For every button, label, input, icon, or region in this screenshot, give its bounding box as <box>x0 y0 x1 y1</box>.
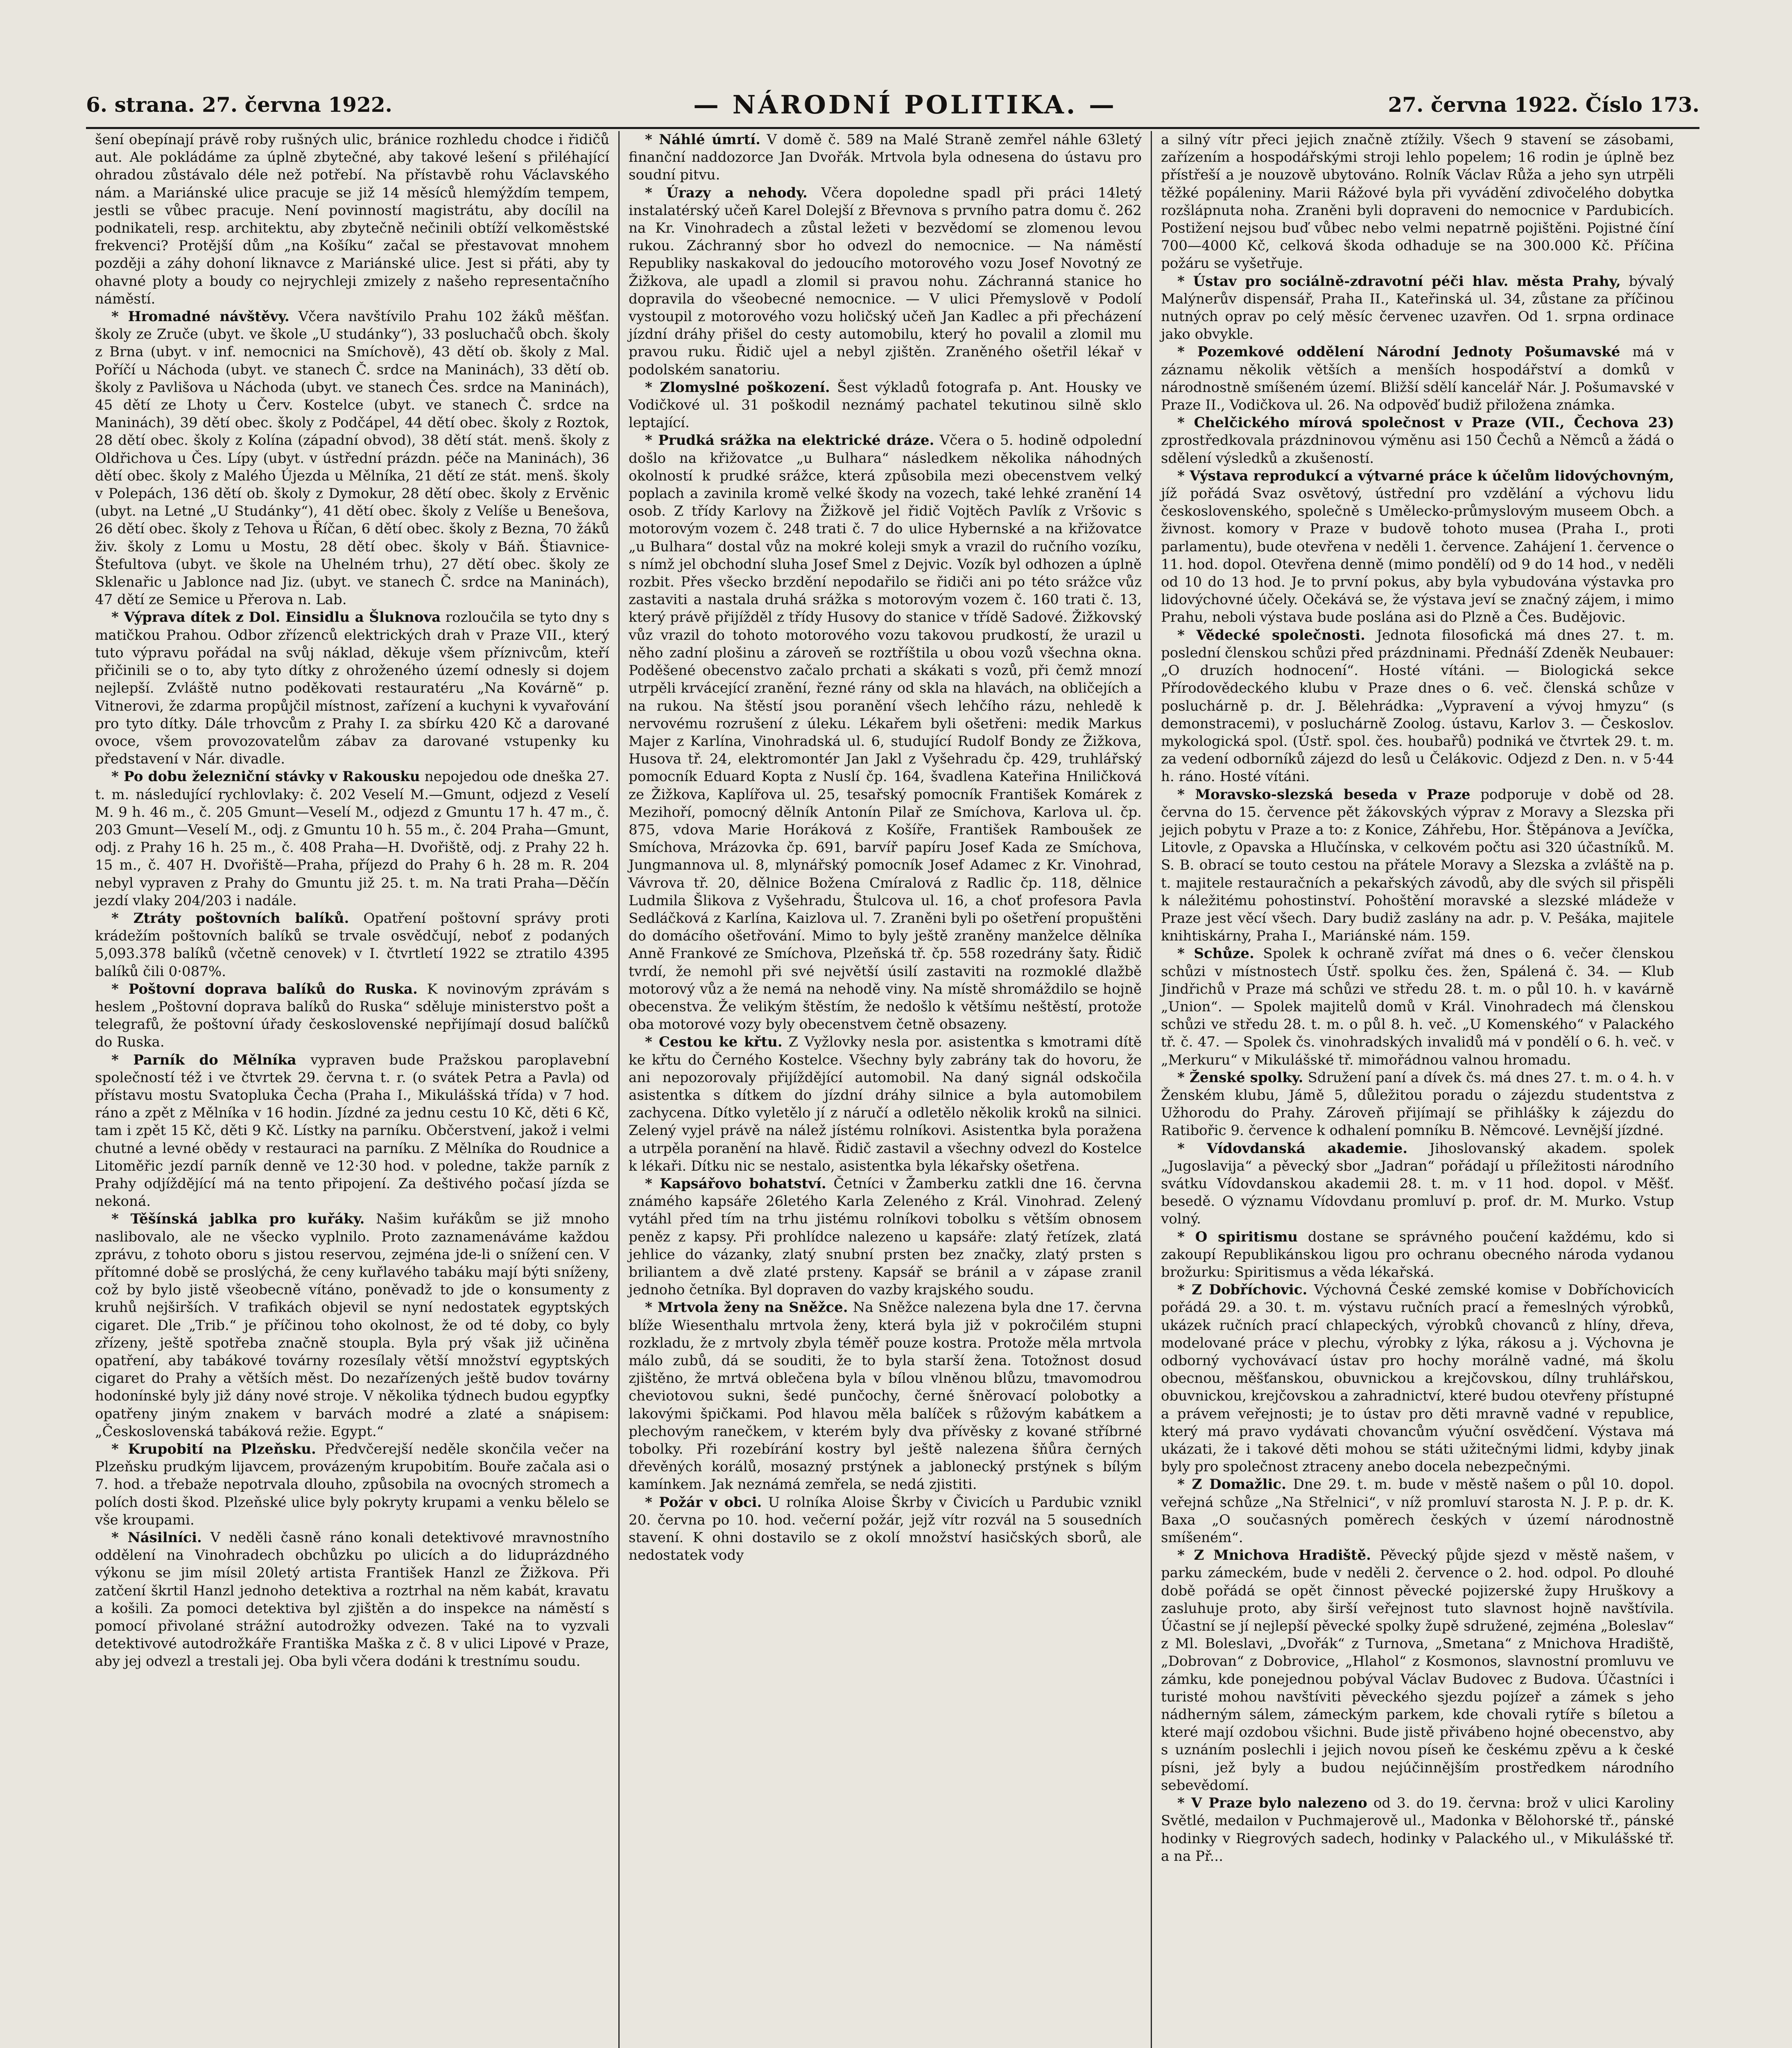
article-heading: * Moravsko-slezská beseda v Praze <box>1177 786 1471 803</box>
article-paragraph <box>1161 786 1674 945</box>
article-heading: * Vídovdanská akademie. <box>1177 1140 1408 1157</box>
article-text: Našim kuřákům se již mnoho naslibovalo, ale ne všecko vyplnilo. Proto zaznamenáváme každou zprávu, z tohoto oboru s jistou reservou, zejména jde-li o snížení cen. V přítomné době se proslýchá, že ceny kuřlavého tabáku mají býti sníženy, což by bylo jistě všeobecně vítáno, poněvadž to jde o konsumenty z kruhů nejširších. V trafikách objevil se nyní nedostatek egyptských cigaret. Dle „Trib.“ je příčinou toho okolnost, že od té doby, co byly zřízeny, ještě spotřeba značně stoupla. Byla prý však již učiněna opatření, aby tabákové továrny rozesílaly větší množství egyptských cigaret do Prahy a větších měst. Do nezařízených ještě budov továrny hodonínské byly již dány nové stroje. V několika týdnech budou egypťky opatřeny jiným znakem v barvách modré a zlaté a snápisem: „Československá tabáková režie. Egypt.“ <box>95 1211 610 1440</box>
article-heading: * Výstava reprodukcí a výtvarné práce k účelům lidovýchovným, <box>1177 467 1674 484</box>
article-text: jíž pořádá Svaz osvětový, ústřední pro vzdělání a výchovu lidu československého, společně s Umělecko-průmyslovým museem Obch. a živnost. komory v Praze v budově tohoto musea (Praha I., proti parlamentu), bude otevřena v neděli 1. července. Zahájení 1. července o 11. hod. dopol. Otevřena denně (mimo pondělí) od 9 do 14 hod., v neděli od 10 do 13 hod. Je to první pokus, aby byla vybudována výstavka pro lidovýchovné účely. Očekává se, že výstava jeví se značný zájem, i mimo Prahu, neboli výstava bude poslána asi do Plzně a Čes. Budějovic. <box>1161 485 1674 626</box>
article-heading: * V Praze bylo nalezeno <box>1177 1795 1367 1812</box>
article-text: Včera dopoledne spadl při práci 14letý instalatérský učeň Karel Dolejší z Břevnova s prvního patra domu č. 262 na Kr. Vinohradech a zůstal ležeti v bezvědomí se zlomenou levou rukou. Záchranný sbor ho odvezl do nemocnice. — Na náměstí Republiky naskakoval do jedoucího motorového vozu Josef Novotný ze Žižkova, ale upadl a zlomil si pravou nohu. Záchranná stanice ho dopravila do všeobecné nemocnice. — V ulici Přemyslově v Podolí vystoupil z motorového vozu holičský učeň Jan Kadlec a při přecházení jízdní dráhy přišel do cesty automobilu, který ho povalil a zlomil mu pravou ruku. Řidič ujel a nebyl zjištěn. Zraněného ošetřil lékař v podolském sanatoriu. <box>629 184 1142 378</box>
article-paragraph <box>629 1033 1142 1175</box>
article-paragraph <box>1161 1140 1674 1228</box>
article-text: Spolek k ochraně zvířat má dnes o 6. večer členskou schůzi v místnostech Ústř. spolku čes. žen, Spálená č. 34. — Klub Jindřichů v Praze má schůzi ve středu 28. t. m. o půl 10. h. v kavárně „Union“. — Spolek majitelů domů v Král. Vinohradech má členskou schůzi ve středu 28. t. m. o půl 8. h. več. „U Komenského“ v Palackého tř. č. 47. — Spolek čs. vinohradských invalidů má v pondělí o 6. h. več. v „Merkuru“ v Mikulášské tř. mimořádnou valnou hromadu. <box>1161 945 1674 1068</box>
article-heading: * Ztráty poštovních balíků. <box>111 910 349 927</box>
article-heading: * Po dobu železniční stávky v Rakousku <box>111 768 420 785</box>
article-paragraph <box>1161 1476 1674 1547</box>
article-text: Opatření poštovní správy proti krádežím poštovních balíků se trvale osvědčují, neboť z podaných 5,093.378 balíků (včetně cenovek) v I. čtvrtletí 1922 se ztratilo 4395 balíků čili 0·087%. <box>95 910 609 980</box>
article-paragraph <box>1161 1069 1674 1140</box>
article-paragraph <box>95 768 609 910</box>
article-heading: * Mrtvola ženy na Sněžce. <box>645 1299 848 1316</box>
article-heading: * Krupobití na Plzeňsku. <box>111 1441 316 1458</box>
header-right: 27. června 1922. Číslo 173. <box>1388 92 1699 117</box>
article-heading: * Kapsářovo bohatství. <box>645 1175 826 1192</box>
article-heading: * Cestou ke křtu. <box>645 1034 783 1051</box>
article-paragraph <box>1161 273 1674 344</box>
column-1 <box>86 131 618 2048</box>
article-paragraph <box>629 432 1142 1033</box>
article-text: dostane se správného poučení každému, kdo si zakoupí Republikánskou ligou pro ochranu obecného národa vydanou brožurku: Spiritismus a věda lékařská. <box>1161 1228 1674 1280</box>
article-paragraph <box>1161 467 1674 627</box>
article-paragraph <box>95 131 609 308</box>
article-paragraph <box>629 1175 1142 1299</box>
article-text: zprostředkovala prázdninovou výměnu asi 150 Čechů a Němců a žádá o sdělení výsledků a zkušeností. <box>1161 432 1674 467</box>
article-paragraph <box>95 1051 609 1211</box>
article-text: K novinovým zprávám s heslem „Poštovní doprava balíků do Ruska“ sděluje ministerstvo pošt a telegrafů, že poštovní úřady československé nepřijímají dosud balíčků do Ruska. <box>95 981 609 1051</box>
article-heading: * Požár v obci. <box>645 1494 762 1511</box>
article-heading: * O spiritismu <box>1177 1228 1298 1245</box>
article-text: U rolníka Aloise Škrby v Čivicích u Pardubic vznikl 20. června po 10. hod. večerní požár, jejž vítr rozvál na 5 sousedních stavení. K ohni dostavilo se z okolí množství hasičských sborů, ale nedostatek vody <box>629 1494 1142 1564</box>
article-heading: * Náhlé úmrtí. <box>645 131 761 148</box>
article-heading: * Poštovní doprava balíků do Ruska. <box>111 981 418 997</box>
article-paragraph <box>1161 945 1674 1069</box>
article-paragraph <box>95 1210 609 1441</box>
article-paragraph <box>629 184 1142 379</box>
article-text: Sdružení paní a dívek čs. má dnes 27. t. m. o 4. h. v Ženském klubu, Jámě 5, důležitou poradu o zájezdu studentstva z Užhorodu do Prahy. Zároveň přijímají se přihlášky k zájezdu do Ratibořic 9. července k odhalení pomníku B. Němcové. Levnější jízdné. <box>1161 1069 1674 1139</box>
header-left: 6. strana. 27. června 1922. <box>86 92 392 117</box>
article-text: Včera o 5. hodině odpolední došlo na křižovatce „u Bulhara“ následkem několika náhodných okolností k prudké srážce, která způsobila mezi obecenstvem velký poplach a zavinila kromě velké škody na vozech, také lehké zranění 14 osob. Z třídy Karlovy na Žižkově jel řidič Vojtěch Pavlík z Vršovic s motorovým vozem č. 248 trati č. 7 do ulice Hybernské a na křižovatce „u Bulhara“ dostal vůz na mokré koleji smyk a vrazil do ručního vozíku, s nímž jel obchodní sluha Josef Smel z Dejvic. Vozík byl odhozen a úplně rozbit. Přes všecko brzdění nepodařilo se řidiči ani po této srážce vůz zastaviti a nastala druhá srážka s motorovým vozem č. 160 trati č. 13, který právě přijížděl z třídy Husovy do stanice v třídě Sadové. Žižkovský vůz vrazil do tohoto motorového vozu takovou prudkostí, že urazil u něho zadní plošinu a zároveň se roztříštila u obou vozů všechna okna. Poděšené obecenstvo začalo prchati a skákati s vozů, při čemž mnozí utrpěli krvácející zranění, řezné rány od skla na hlavách, na obličejích a na rukou. Na štěstí jsou poranění všech lehčího rázu, nehledě k nervovému rozrušení z úleku. Lékařem byli ošetřeni: medik Markus Majer z Karlína, Vinohradská ul. 6, studující Rudolf Bondy ze Žižkova, Husova tř. 24, elektromontér Jan Jakl z Vyšehradu čp. 429, truhlářský pomocník Eduard Kopta z Nuslí čp. 164, švadlena Kateřina Hniličková ze Žižkova, Kaplířova ul. 25, tesařský pomocník František Komárek z Mezihoří, pomocný dělník Antonín Pilař ze Smíchova, Karlova ul. čp. 875, vdova Marie Horáková z Košíře, František Ramboušek ze Smíchova, Mrázovka čp. 691, barvíř papíru Josef Kada ze Smíchova, Jungmannova ul. 8, mlynářský pomocník Josef Adamec z Kr. Vinohrad, Vávrova tř. 20, dělnice Božena Cmíralová z Radlic čp. 118, dělnice Ludmila Šlikova z Vyšehradu, Štulcova ul. 16, a choť profesora Pavla Sedláčková z Karlína, Kaizlova ul. 7. Zraněni byli po ošetření propuštěni do domácího ošetřování. Mimo to byly ještě zraněny manželce dělníka Anně Frankové ze Smíchova, Plzeňská tř. čp. 558 rozedrány šaty. Řidič tvrdí, že nemohl při své největší úsilí zastaviti na rozmoklé dlažbě motorový vůz a že nemá na nehodě viny. Na místě shromáždilo se hojně obecenstva. Že velikým štěstím, že nedošlo k většímu neštěstí, protože oba motorové vozy byly obecenstvem četně obsazeny. <box>629 432 1142 1033</box>
article-paragraph <box>1161 627 1674 786</box>
article-text: a silný vítr přeci jejich značně ztížily. Všech 9 stavení se zásobami, zařízením a hospodářskými stroji lehlo popelem; 16 rodin je úplně bez přístřeší a je nouzově ubytováno. Rolník Václav Růža a jeho syn utrpěli těžké popáleniny. Marii Rážové byla při vyvádění zdivočelého dobytka rozšlápnuta noha. Zraněni byli dopraveni do nemocnice v Pardubicích. Postižení nejsou buď vůbec nebo velmi nepatrně pojištěni. Pojistné číní 700—4000 Kč, celková škoda odhaduje se na 300.000 Kč. Příčina požáru se vyšetřuje. <box>1161 131 1674 272</box>
article-text: V domě č. 589 na Malé Straně zemřel náhle 63letý finanční naddozorce Jan Dvořák. Mrtvola byla odnesena do ústavu pro soudní pitvu. <box>629 131 1142 184</box>
article-text: bývalý Malýnerův dispensář, Praha II., Kateřinská ul. 34, zůstane za příčinou nutných oprav po celý měsíc červenec uzavřen. Od 1. srpna ordinace jako obvykle. <box>1161 273 1674 343</box>
article-paragraph <box>1161 1228 1674 1282</box>
article-text: rozloučila se tyto dny s matičkou Prahou. Odbor zřízenců elektrických drah v Praze VII., který tuto výpravu pořádal na svůj náklad, děkuje všem příznivcům, kteří přičinili se o to, aby tyto dítky z ohroženého území odnesly si dojem nejlepší. Zvláště nutno poděkovati restauratéru „Na Kovárně“ p. Vitnerovi, že zdarma propůjčil místnost, zařízení a kuchyni k vyvařování pro tyto dítky. Dále trhovcům z Prahy I. za sbírku 420 Kč a darované ovoce, všem provozovatelům zábav za darované vstupenky ku představení v Nár. divadle. <box>95 609 610 768</box>
article-heading: * Vědecké společnosti. <box>1177 627 1365 643</box>
article-heading: * Výprava dítek z Dol. Einsidlu a Šluknova <box>111 609 441 626</box>
article-heading: * Parník do Mělníka <box>111 1051 296 1068</box>
article-text: šení obepínají právě roby rušných ulic, bránice rozhledu chodce i řidičů aut. Ale pokládáme za úplně zbytečné, aby takové lešení s přiléhající ohradou zůstávalo déle než potřebí. Na přístavbě rohu Václavského nám. a Mariánské ulice pracuje se již 14 měsíců hlemýždím tempem, jestli se vůbec pracuje. Není povinností magistrátu, aby docílil na podnikateli, resp. architektu, aby zbytečně nečinili obtíží velkoměstské frekvenci? Protější dům „na Košíku“ začal se přestavovat mnohem později a záhy dohoní liknavce z Mariánské ulice. Jest si přáti, aby ty ohavné ploty a boudy co nejrychleji zmizely z našeho representačního náměstí. <box>95 131 609 307</box>
article-heading: * Hromadné návštěvy. <box>111 308 290 325</box>
article-heading: * Zlomyslné poškození. <box>645 379 830 396</box>
article-paragraph <box>95 609 609 768</box>
article-paragraph <box>629 1494 1142 1565</box>
article-text: vypraven bude Pražskou paroplavební společností též i ve čtvrtek 29. června t. r. (o svátek Petra a Pavla) od přístavu mostu Svatopluka Čecha (Praha I., Mikulášská třída) v 7 hod. ráno a zpět z Mělníka v 16 hodin. Jízdné za jednu cestu 10 Kč, děti 6 Kč, tam i zpět 15 Kč, děti 9 Kč. Lístky na parníku. Občerstvení, jakož i velmi chutné a levné obědy v restauraci na parníku. Z Mělníka do Roudnice a Litoměřic jezdí parník denně ve 12·30 hod. v poledne, takže parník z Prahy odjíždějící má na tento připojení. Za deštivého počasí jízda se nekoná. <box>95 1051 609 1210</box>
article-heading: * Úrazy a nehody. <box>645 184 808 201</box>
article-text: má v záznamu několik větších a menších hospodářství a domků v národnostně smíšeném území. Bližší sdělí kancelář Nár. J. Pošumavské v Praze II., Vodičkova ul. 26. Na odpověď budiž přiložena známka. <box>1161 344 1674 414</box>
article-heading: * Prudká srážka na elektrické dráze. <box>645 432 934 449</box>
article-text: Jihoslovanský akadem. spolek „Jugoslavija“ a pěvecký sbor „Jadran“ pořádají u příležitosti národního svátku Vídovdanskou akademii 28. t. m. v 11 hod. dopol. v Měšť. besedě. O významu Vídovdanu promluví p. prof. dr. M. Murko. Vstup volný. <box>1161 1140 1674 1228</box>
page-header <box>86 82 1699 129</box>
article-paragraph <box>1161 1547 1674 1794</box>
column-2 <box>618 131 1151 2048</box>
article-text: Výchovná České zemské komise v Dobříchovicích pořádá 29. a 30. t. m. výstavu ručních prací a řemeslných výrobků, ukázek ručních prací chlapeckých, výrobků chovanců z hlíny, dřeva, modelované práce v plechu, výrobky z lýka, rákosu a j. Výchovna je odborný vychovávací ústav pro hochy morálně vadné, má školu obecnou, měšťanskou, obuvnickou a krejčovskou, dílny truhlářskou, obuvnickou, krejčovskou a zahradnictví, které budou otevřeny přístupné a právem veřejnosti; je to ústav pro děti mravně vadné v republice, který má pravo vydávati chovancům výuční osvědčení. Výstava má ukázati, že i takové děti mohou se státi užitečnými lidmi, kdyby jinak byly pro společnost ztraceny anebo docela nebezpečnými. <box>1161 1282 1674 1475</box>
article-heading: * Z Domažlic. <box>1177 1476 1286 1493</box>
masthead-title: — NÁRODNÍ POLITIKA. — <box>693 89 1117 120</box>
article-text: Četníci v Žamberku zatkli dne 16. června známého kapsáře 26letého Karla Zeleného z Král. Vinohrad. Zelený vytáhl před tím na trhu jistému rolníkovi tobolku s větším obnosem peněz z kapsy. Při prohlídce nalezeno u kapsáře: zlatý řetízek, zlatá jehlice do vázanky, zlatý snubní prsten bez značky, zlatý prsten s briliantem a dvě zlaté prsteny. Kapsář se bránil a v zápase zranil jednoho četníka. Byl dopraven do vazby krajského soudu. <box>629 1175 1142 1298</box>
article-text: Pěvecký půjde sjezd v městě našem, v parku zámeckém, bude v neděli 2. července o 2. hod. odpol. Po dlouhé době pořádá se opět činnost pěvecké pojizerské župy Hruškovy a zasluhuje proto, aby širší veřejnost tuto slavnost hojně navštívila. Účastní se jí nejlepší pěvecké spolky župě sdružené, zejména „Boleslav“ z Ml. Boleslavi, „Dvořák“ z Turnova, „Smetana“ z Mnichova Hradiště, „Dobrovan“ z Dobrovice, „Hlahol“ z Kosmonos, slavnostní promluvu ve zámku, kde ponejednou pobýval Václav Budovec z Budova. Účastníci i turisté mohou navštíviti pěveckého sjezdu pojízeř a zámek s jeho nádherným sálem, zámeckým parkem, kde chovali rytíře s bíletou a které mají ozdobou všichni. Bude jistě přivábeno hojné obecenstvo, aby s uznáním poslechli i jejich novou píseň ke českému zpěvu a k české písni, jež byly a budou nejúčinnějším prostředkem národního sebevědomí. <box>1161 1547 1674 1794</box>
article-paragraph <box>1161 1281 1674 1476</box>
article-text: Jednota filosofická má dnes 27. t. m. poslední členskou schůzi před prázdninami. Přednáší Zdeněk Neubauer: „O druzích hodnocení“. Hosté vítáni. — Biologická sekce Přírodovědeckého klubu v Praze dnes o 6. več. členská schůze v posluchárně p. dr. J. Bělehrádka: „Vypravení a vývoj hmyzu“ (s demonstracemi), v posluchárně Zoolog. ústavu, Karlov 3. — Českoslov. mykologická spol. (Ústř. spol. čes. houbařů) podniká ve čtvrtek 29. t. m. za vedení odborníků zájezd do lesů u Čelákovic. Odjezd z Den. n. v 5·44 h. ráno. Hosté vítáni. <box>1161 627 1674 785</box>
article-heading: * Chelčického mírová společnost v Praze (VII., Čechova 23) <box>1177 415 1674 431</box>
article-paragraph <box>1161 1794 1674 1865</box>
article-text: nepojedou ode dneška 27. t. m. následující rychlovlaky: č. 202 Veselí M.—Gmunt, odjezd z Veselí M. 9 h. 46 m., č. 205 Gmunt—Veselí M., odjezd z Gmuntu 17 h. 47 m., č. 203 Gmunt—Veselí M., odj. z Gmuntu 10 h. 55 m., č. 204 Praha—Gmunt, odj. z Prahy 16 h. 25 m., č. 408 Praha—H. Dvořiště, odj. z Prahy 22 h. 15 m., č. 407 H. Dvořiště—Praha, příjezd do Prahy 6 h. 28 m. R. 204 nebyl vypraven z Prahy do Gmuntu již 25. t. m. Na trati Praha—Děčín jezdí vlaky 204/203 i nadále. <box>95 768 609 909</box>
article-paragraph <box>1161 131 1674 273</box>
article-paragraph <box>95 981 609 1051</box>
article-paragraph <box>95 308 609 609</box>
article-paragraph <box>629 379 1142 432</box>
article-heading: * Z Dobříchovic. <box>1177 1282 1308 1298</box>
column-3 <box>1151 131 1683 2048</box>
article-text: od 3. do 19. června: brož v ulici Karoliny Světlé, medailon v Puchmajerově ul., Madonka v Bělohorské tř., pánské hodinky v Riegrových sadech, hodinky v Palackého ul., v Mikulášské tř. a na Př... <box>1161 1795 1674 1864</box>
article-heading: * Pozemkové oddělení Národní Jednoty Pošumavské <box>1177 344 1620 360</box>
columns <box>86 131 1699 2048</box>
article-paragraph <box>629 131 1142 184</box>
article-paragraph <box>629 1299 1142 1493</box>
article-text: Šest výkladů fotografa p. Ant. Housky ve Vodičkové ul. 31 poškodil neznámý pachatel tekutinou silně sklo leptající. <box>629 379 1142 431</box>
article-text: Na Sněžce nalezena byla dne 17. června blíže Wiesenthalu mrtvola ženy, která byla již v pokročilém stupni rozkladu, že z mrtvoly zbyla téměř pouze kostra. Protože měla mrtvola málo zubů, dá se souditi, že to byla starší žena. Totožnost dosud zjištěno, že mrtvá oblečena byla v bílou vlněnou blůzu, tmavomodrou cheviotovou sukni, šedé punčochy, černé šněrovací polobotky a lakovými špičkami. Pod hlavou měla balíček s růžovým kabátkem a plechovým ranečkem, v kterém byly dva přívěsky z kované stříbrné tobolky. Při rozebírání kostry byl ještě nalezena šňůra černých dřevěných korálů, mosazný prstýnek a jablonecký prstýnek s bílým kamínkem. Jak neznámá zemřela, se nedá zjistiti. <box>629 1299 1142 1493</box>
article-heading: * Schůze. <box>1177 945 1254 962</box>
article-text: Dne 29. t. m. bude v městě našem o půl 10. dopol. veřejná schůze „Na Střelnici“, v níž promluví starosta N. J. P. p. dr. K. Baxa „O současných poměrech českých v území národnostně smíšeném“. <box>1161 1476 1674 1546</box>
article-heading: * Ústav pro sociálně-zdravotní péči hlav. města Prahy, <box>1177 273 1621 290</box>
article-paragraph <box>95 1441 609 1529</box>
article-text: Včera navštívilo Prahu 102 žáků měšťan. školy ze Zruče (ubyt. ve škole „U studánky“), 33 posluchačů obch. školy z Brna (ubyt. v inf. nemocnici na Smíchově), 43 dětí ob. školy z Mal. Poříčí u Náchoda (ubyt. ve stanech Č. srdce na Maninách), 33 dětí ob. školy z Pavlišova u Náchoda (ubyt. ve stanech Čes. srdce na Maninách), 45 dětí ze Lhoty u Červ. Kostelce (ubyt. ve stanech Č. srdce na Maninách), 39 dětí obec. školy z Podčápel, 44 dětí obec. školy z Roztok, 28 dětí obec. školy z Kolína (západní obvod), 38 dětí stát. menš. školy z Oldřichova u Čes. Lípy (ubyt. v ústřední prázdn. péče na Maninách), 36 dětí obec. školy z Malého Újezda u Mělníka, 21 dětí ze stát. menš. školy v Polepách, 136 dětí ob. školy z Dymokur, 28 dětí obec. školy z Ervěnic (ubyt. na Letné „U Studánky“), 41 dětí obec. školy z Velíše u Benešova, 26 dětí obec. školy z Tehova u Říčan, 6 dětí obec. školy z Bezna, 70 žáků živ. školy z Lomu u Mostu, 28 dětí obec. školy v Báň. Štiavnice-Štefultova (ubyt. ve škole na Uhelném trhu), 27 dětí obec. školy ze Sklenařic u Jablonce nad Jiz. (ubyt. ve stanech Č. srdce na Maninách), 47 dětí ze Semice u Přerova n. Lab. <box>95 308 609 608</box>
article-text: V neděli časně ráno konali detektivové mravnostního oddělení na Vinohradech obchůzku po ulicích a do liduprázdného výkonu se jim mísil 20letý artista František Hanzl ze Žižkova. Při zatčení škrtil Hanzl jednoho detektiva a roztrhal na něm kabát, kravatu a košili. Za pomoci detektiva byl zjištěn a do inspekce na náměstí s pomocí přivolané strážní autodrožky odvezen. Také na to vyzvali detektivové autodrožkáře Františka Maška z č. 8 v ulici Lipové v Praze, aby jej odvezl a trestali jej. Oba byli včera dodáni k trestnímu soudu. <box>95 1529 609 1670</box>
article-heading: * Z Mnichova Hradiště. <box>1177 1547 1371 1564</box>
article-heading: * Ženské spolky. <box>1177 1069 1303 1086</box>
article-heading: * Násilníci. <box>111 1529 202 1546</box>
article-text: Předvčerejší neděle skončila večer na Plzeňsku prudkým lijavcem, provázeným krupobitím. Bouře začala asi o 7. hod. a třebaže nepotrvala dlouho, způsobila na ovocných stromech a polích dosti škod. Plzeňské ulice byly pokryty krupami a venku bělelo se vše kroupami. <box>95 1441 609 1528</box>
article-paragraph <box>95 910 609 981</box>
article-heading: * Těšínská jablka pro kuřáky. <box>111 1211 365 1228</box>
article-text: Z Vyžlovky nesla por. asistentka s kmotrami dítě ke křtu do Černého Kostelce. Všechny byly zabrány tak do hovoru, že ani nepozorovaly přijíždějící automobil. Na daný signál odskočila asistentka s dítkem do jízdní dráhy silnice a byla automobilem zachycena. Dítko vyletělo jí z náručí a odletělo několik kroků na silnici. Zelený vyjel právě na nálež jístému rolníkovi. Asistentka byla poražena a utrpěla poranění na hlavě. Řidič zastavil a všechny odvezl do Kostelce k lékaři. Dítku nic se nestalo, asistentka byla lékařsky ošetřena. <box>629 1034 1142 1174</box>
article-paragraph <box>1161 414 1674 467</box>
article-text: podporuje v době od 28. června do 15. července pět žákovských výprav z Moravy a Slezska při jejich pobytu v Praze a to: z Konice, Záhřebu, Hor. Štěpánova a Jevíčka, Litovle, z Opavska a Hlučínska, v celkovém počtu asi 320 účastníků. M. S. B. obrací se touto cestou na přátele Moravy a Slezska a zvláště na p. t. majitele restauračních a pekařských závodů, aby dle svých sil přispěli k náležitému pohostinství. Pohoštění moravské a slezské mládeže v Praze jest věcí všech. Dary budiž zaslány na adr. p. V. Pešáka, majitele knihtiskárny, Praha I., Mariánské nám. 159. <box>1161 786 1674 945</box>
article-paragraph <box>1161 343 1674 414</box>
article-paragraph <box>95 1529 609 1671</box>
